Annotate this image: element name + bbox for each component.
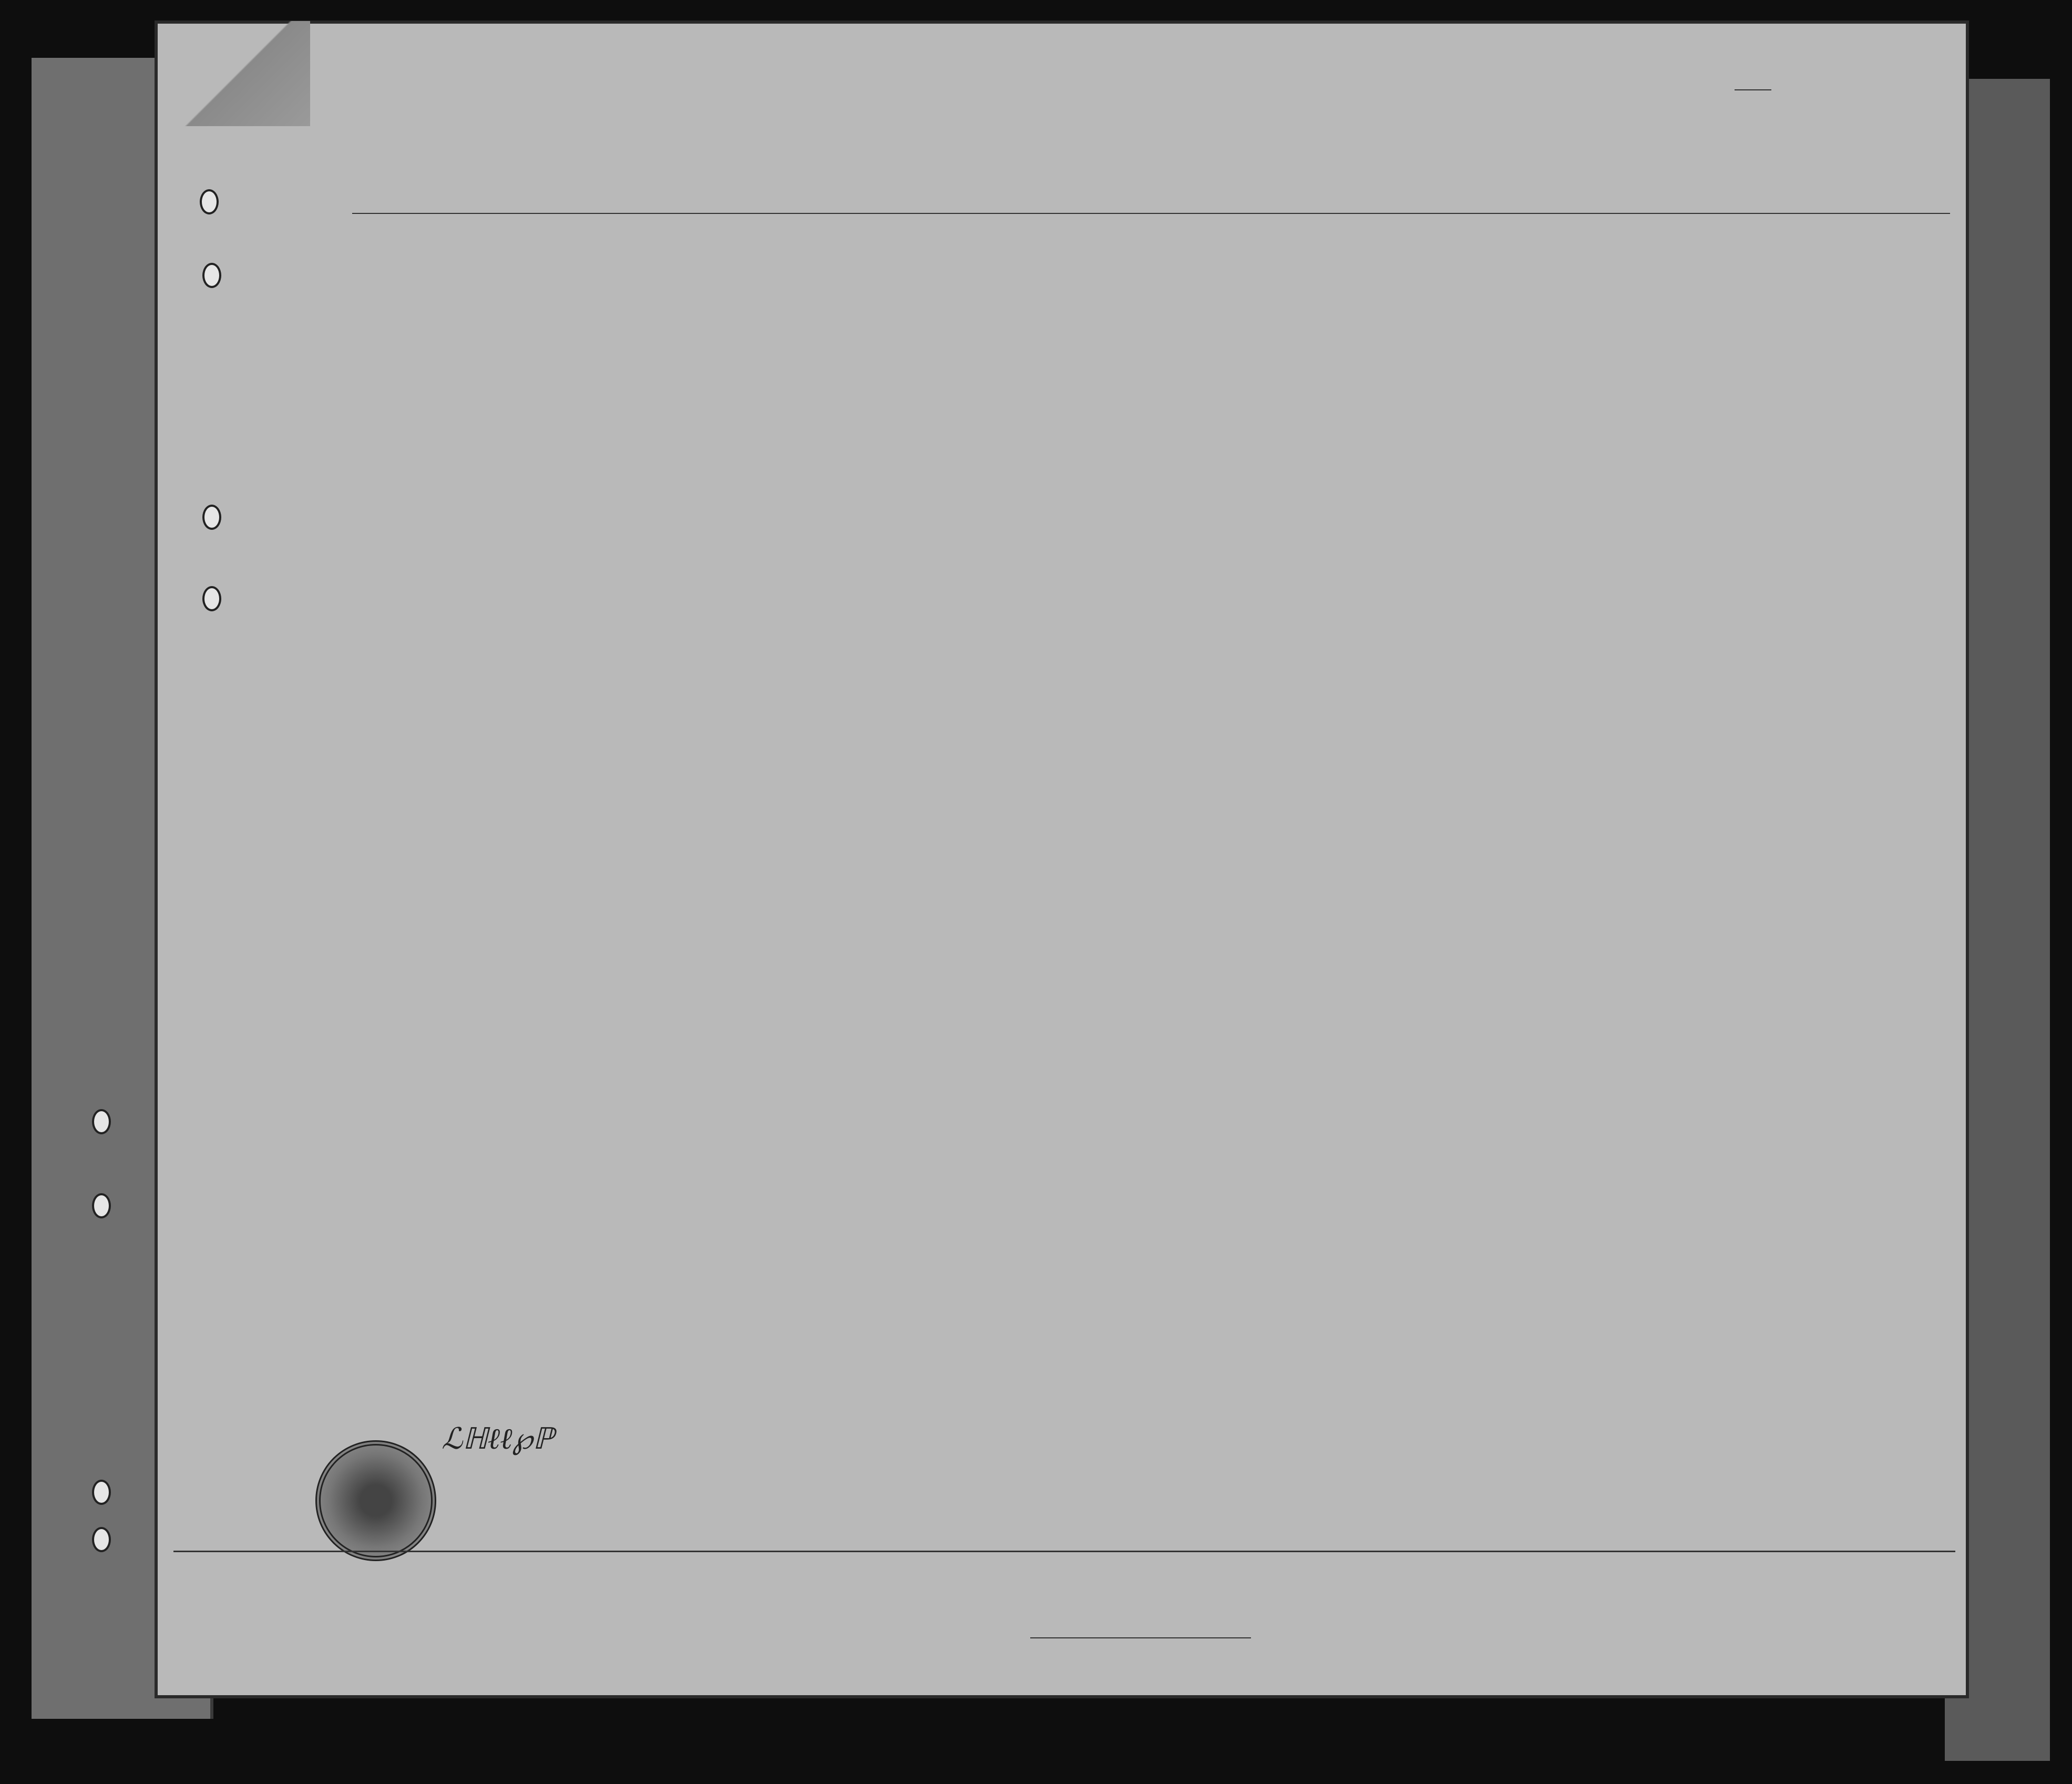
punch-hole [92,1109,111,1134]
manifest-table-grid [173,234,1955,1548]
sheet-number [1735,74,1771,89]
vessel-line [216,192,1950,223]
folded-corner [173,21,310,126]
footer-divider [173,1551,1955,1552]
consular-seal-stamp [315,1440,436,1561]
consul-signature: ℒℍℓℓ℘ℙ [442,1422,553,1456]
punch-hole [92,1480,111,1505]
punch-hole [92,1193,111,1218]
punch-hole [92,1527,111,1552]
